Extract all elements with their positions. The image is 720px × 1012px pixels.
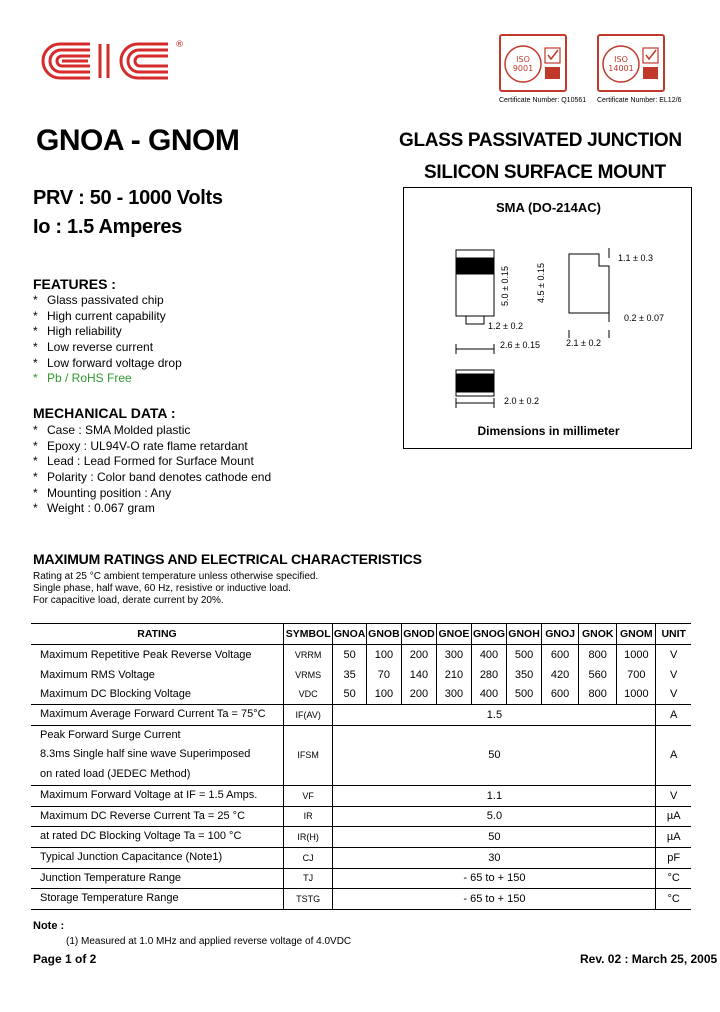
table-row — [31, 785, 691, 806]
rating-unit: µA — [656, 806, 691, 827]
rating-value: 70 — [366, 665, 401, 685]
table-row — [31, 827, 691, 848]
rating-unit: V — [656, 684, 691, 704]
list-item: * Mounting position : Any — [33, 485, 172, 500]
rating-unit: °C — [656, 889, 691, 910]
dim-length: 5.0 ± 0.15 — [500, 266, 510, 306]
dim-pad-width: 2.0 ± 0.2 — [504, 396, 539, 406]
list-item: * Epoxy : UL94V-O rate flame retardant — [33, 438, 248, 453]
table-row — [31, 847, 691, 868]
rating-symbol: TSTG — [283, 889, 332, 910]
rating-symbol: IFSM — [283, 725, 332, 785]
rating-value: 400 — [471, 645, 506, 665]
rating-label — [31, 785, 283, 806]
rating-symbol: CJ — [283, 847, 332, 868]
table-row — [31, 806, 691, 827]
list-item: * Weight : 0.067 gram — [33, 501, 155, 516]
rating-note-2: Single phase, half wave, 60 Hz, resistive or inductive load. — [33, 583, 291, 594]
list-item: * High reliability — [33, 324, 122, 339]
rating-value: 200 — [401, 684, 436, 704]
rating-unit: V — [656, 645, 691, 665]
rating-value: 50 — [333, 725, 656, 785]
rating-unit: °C — [656, 868, 691, 889]
rating-value: 280 — [471, 665, 506, 685]
dim-lead-top: 1.1 ± 0.3 — [618, 253, 653, 263]
eic-logo — [38, 36, 188, 86]
mechanical-data-heading: MECHANICAL DATA : — [33, 405, 176, 421]
rating-symbol: IF(AV) — [283, 705, 332, 726]
rating-value: 400 — [471, 684, 506, 704]
rating-label — [31, 806, 283, 827]
prv-spec: PRV : 50 - 1000 Volts — [33, 187, 223, 209]
column-header: GNOJ — [542, 624, 579, 645]
rating-symbol: IR — [283, 806, 332, 827]
rating-value: 200 — [401, 645, 436, 665]
rating-label — [31, 889, 283, 910]
table-row — [31, 684, 691, 704]
rating-value: 500 — [507, 645, 542, 665]
rating-label — [31, 705, 283, 726]
rating-unit: V — [656, 665, 691, 685]
rating-value: 1.5 — [333, 705, 656, 726]
rating-value: 140 — [401, 665, 436, 685]
rating-value: 50 — [333, 684, 366, 704]
part-number-title: GNOA - GNOM — [36, 124, 240, 157]
dim-body-width: 2.6 ± 0.15 — [500, 340, 540, 350]
rating-symbol: IR(H) — [283, 827, 332, 848]
list-item: * Low forward voltage drop — [33, 355, 182, 370]
rating-value: - 65 to + 150 — [333, 868, 656, 889]
max-ratings-heading: MAXIMUM RATINGS AND ELECTRICAL CHARACTERISTICS — [33, 551, 422, 567]
rating-value: 350 — [507, 665, 542, 685]
rating-value: 50 — [333, 645, 366, 665]
note-heading: Note : — [33, 920, 65, 932]
table-row — [31, 705, 691, 726]
mechanical-data-list — [33, 423, 271, 517]
iso-9001-certificate-badge — [499, 34, 567, 92]
package-title: SMA (DO-214AC) — [496, 200, 601, 215]
rating-unit: V — [656, 785, 691, 806]
column-header: GNOB — [366, 624, 401, 645]
product-title-line-2: SILICON SURFACE MOUNT — [424, 162, 666, 183]
rating-label — [31, 868, 283, 889]
list-item-rohs: * Pb / RoHS Free — [33, 371, 132, 386]
column-header: GNOE — [436, 624, 471, 645]
rating-label: Maximum Repetitive Peak Reverse Voltage — [40, 648, 252, 661]
svg-text:ISO: ISO — [614, 55, 628, 64]
list-item: * Polarity : Color band denotes cathode end — [33, 470, 272, 485]
rating-label-line: Peak Forward Surge Current — [40, 728, 181, 741]
table-row — [31, 889, 691, 910]
dim-lead-thickness: 0.2 ± 0.07 — [624, 313, 664, 323]
rating-label: Maximum DC Blocking Voltage — [31, 684, 283, 704]
rating-value: 1.1 — [333, 785, 656, 806]
features-heading: FEATURES : — [33, 276, 116, 292]
column-header: GNOH — [507, 624, 542, 645]
rating-symbol: VF — [283, 785, 332, 806]
rating-note-3: For capacitive load, derate current by 20%. — [33, 595, 224, 606]
dim-height: 2.1 ± 0.2 — [566, 338, 601, 348]
rating-label-line: Maximum DC Reverse Current Ta = 25 °C — [40, 809, 246, 822]
table-header-row — [31, 624, 691, 645]
rating-note-1: Rating at 25 °C ambient temperature unless otherwise specified. — [33, 571, 319, 582]
rating-value: 800 — [579, 684, 617, 704]
rating-label — [31, 847, 283, 868]
list-item: * Low reverse current — [33, 340, 154, 355]
list-item: * High current capability — [33, 308, 166, 323]
note-text: (1) Measured at 1.0 MHz and applied reverse voltage of 4.0VDC — [66, 936, 352, 947]
rating-value: 35 — [333, 665, 366, 685]
rating-value: 300 — [436, 684, 471, 704]
product-title-line-1: GLASS PASSIVATED JUNCTION — [399, 130, 682, 151]
rating-value: 600 — [542, 645, 579, 665]
rating-label: Maximum RMS Voltage — [40, 668, 155, 681]
column-header: GNOD — [401, 624, 436, 645]
rating-symbol: VRMS — [283, 665, 332, 685]
rating-label-line: Storage Temperature Range — [40, 892, 179, 905]
package-outline-box — [403, 187, 692, 449]
rating-label-line: Junction Temperature Range — [40, 871, 182, 884]
rating-label-line: at rated DC Blocking Voltage Ta = 100 °C — [40, 830, 242, 843]
certificate-number-q10561: Certificate Number: Q10561 — [499, 97, 587, 104]
rating-value: 210 — [436, 665, 471, 685]
svg-text:14001: 14001 — [608, 64, 634, 73]
rating-symbol: VRRM — [283, 645, 332, 665]
rating-value: 5.0 — [333, 806, 656, 827]
rating-symbol: VDC — [283, 684, 332, 704]
rating-symbol: TJ — [283, 868, 332, 889]
list-item: * Glass passivated chip — [33, 293, 164, 307]
column-header: RATING — [31, 624, 283, 645]
column-header: GNOK — [579, 624, 617, 645]
column-header: GNOA — [333, 624, 366, 645]
rating-label-line: Typical Junction Capacitance (Note1) — [40, 850, 223, 863]
rating-value: 100 — [366, 684, 401, 704]
rating-value: 600 — [542, 684, 579, 704]
rating-unit: pF — [656, 847, 691, 868]
iso-14001-certificate-badge — [597, 34, 665, 92]
rating-value: 800 — [579, 645, 617, 665]
list-item: * Lead : Lead Formed for Surface Mount — [33, 454, 254, 469]
rating-label-line: 8.3ms Single half sine wave Superimposed — [40, 748, 251, 761]
dim-lead-width: 1.2 ± 0.2 — [488, 321, 523, 331]
rating-value: 560 — [579, 665, 617, 685]
list-item: * Case : SMA Molded plastic — [33, 423, 191, 437]
column-header: GNOG — [471, 624, 506, 645]
certificate-number-el12: Certificate Number: EL12/6 — [597, 97, 682, 104]
dimensions-caption: Dimensions in millimeter — [477, 424, 620, 438]
table-row — [31, 645, 691, 665]
rating-value: 420 — [542, 665, 579, 685]
rating-label-line: on rated load (JEDEC Method) — [40, 768, 191, 781]
rating-unit: µA — [656, 827, 691, 848]
column-header: SYMBOL — [283, 624, 332, 645]
ratings-table — [31, 623, 691, 910]
svg-text:ISO: ISO — [516, 55, 530, 64]
rating-unit: A — [656, 705, 691, 726]
rating-value: 30 — [333, 847, 656, 868]
rating-label-line: Maximum Forward Voltage at IF = 1.5 Amps. — [40, 788, 258, 801]
rating-value: 700 — [617, 665, 656, 685]
rating-value: 50 — [333, 827, 656, 848]
rating-value: 1000 — [617, 645, 656, 665]
rating-value: 1000 — [617, 684, 656, 704]
rating-unit: A — [656, 725, 691, 785]
column-header: UNIT — [656, 624, 691, 645]
rating-value: 300 — [436, 645, 471, 665]
rating-value: 100 — [366, 645, 401, 665]
table-row — [31, 725, 691, 785]
column-header: GNOM — [617, 624, 656, 645]
io-spec: Io : 1.5 Amperes — [33, 216, 182, 238]
rating-value: - 65 to + 150 — [333, 889, 656, 910]
features-list — [33, 293, 182, 387]
page-number: Page 1 of 2 — [33, 952, 97, 966]
table-row — [31, 868, 691, 889]
dim-inner-length: 4.5 ± 0.15 — [536, 263, 546, 303]
rating-label — [31, 725, 283, 785]
svg-text:®: ® — [175, 40, 184, 50]
rating-label — [31, 827, 283, 848]
svg-text:9001: 9001 — [512, 64, 534, 73]
table-row — [31, 665, 691, 685]
rating-value: 500 — [507, 684, 542, 704]
revision-date: Rev. 02 : March 25, 2005 — [580, 952, 718, 966]
rating-label-line: Maximum Average Forward Current Ta = 75°C — [40, 708, 266, 721]
